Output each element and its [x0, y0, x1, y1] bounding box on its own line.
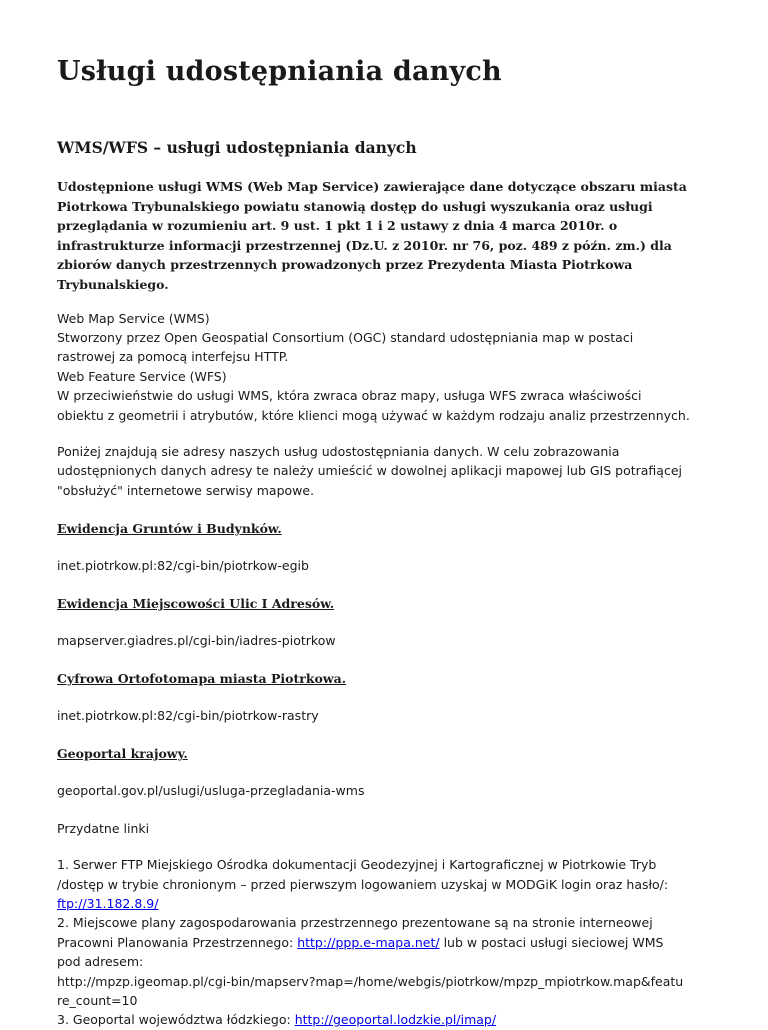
definitions-paragraph	[57, 309, 717, 425]
definition-line: W przeciwieństwie do usługi WMS, która zwraca obraz mapy, usługa WFS zwraca właściwości	[57, 388, 642, 404]
geoportal-link[interactable]: http://geoportal.lodzkie.pl/imap/	[294, 1012, 497, 1028]
link-item-1-line: /dostęp w trybie chronionym – przed pierwszym logowaniem uzyskaj w MODGiK login oraz hasło/:	[57, 876, 669, 892]
useful-links-label: Przydatne linki	[57, 821, 150, 837]
ppp-link[interactable]: http://ppp.e-mapa.net/	[297, 934, 440, 950]
link-item-2-line: 2. Miejscowe plany zagospodarowania przestrzennego prezentowane są na stronie interneowej	[57, 915, 653, 931]
service-heading-ortofotomapa[interactable]: Cyfrowa Ortofotomapa miasta Piotrkowa.	[57, 671, 347, 687]
addresses-line: "obsłużyć" internetowe serwisy mapowe.	[57, 482, 315, 498]
service-url-egib: inet.piotrkow.pl:82/cgi-bin/piotrkow-egib	[57, 558, 309, 574]
service-heading-emuia[interactable]: Ewidencja Miejscowości Ulic I Adresów.	[57, 596, 335, 612]
link-item-2-suffix: lub w postaci usługi sieciowej WMS	[439, 934, 664, 950]
intro-line: Piotrkowa Trybunalskiego powiatu stanowią dostęp do usługi wyszukania oraz usługi	[57, 198, 653, 214]
definition-line: Stworzony przez Open Geospatial Consortium (OGC) standard udostępniania map w postaci	[57, 329, 634, 345]
addresses-line: udostępnionych danych adresy te należy umieścić w dowolnej aplikacji mapowej lub GIS potrafiącej	[57, 463, 683, 479]
definition-line: rastrowej za pomocą interfejsu HTTP.	[57, 349, 289, 365]
document-page	[57, 0, 717, 1030]
link-item-2-prefix: Pracowni Planowania Przestrzennego:	[57, 934, 298, 950]
link-item-1-ftp	[57, 894, 717, 913]
intro-line: infrastrukturze informacji przestrzennej (Dz.U. z 2010r. nr 76, poz. 489 z późn. zm.) dla	[57, 237, 672, 253]
intro-line: Trybunalskiego.	[57, 276, 169, 292]
wms-url-line: re_count=10	[57, 993, 138, 1009]
service-url-ortofotomapa: inet.piotrkow.pl:82/cgi-bin/piotrkow-rastry	[57, 708, 319, 724]
useful-links-list	[57, 855, 717, 1030]
service-heading-geoportal[interactable]: Geoportal krajowy.	[57, 746, 188, 762]
ftp-link[interactable]: ftp://31.182.8.9/	[57, 896, 159, 912]
service-url-emuia: mapserver.giadres.pl/cgi-bin/iadres-piotrkow	[57, 633, 336, 649]
definition-line: Web Map Service (WMS)	[57, 310, 210, 326]
intro-paragraph	[57, 177, 717, 295]
link-item-3-line	[57, 1010, 717, 1029]
page-title: Usługi udostępniania danych	[57, 56, 502, 87]
link-item-2-line: pod adresem:	[57, 954, 144, 970]
definition-line: Web Feature Service (WFS)	[57, 368, 227, 384]
wms-url-line: http://mpzp.igeomap.pl/cgi-bin/mapserv?map=/home/webgis/piotrkow/mpzp_mpiotrkow.map&featu	[57, 973, 684, 989]
service-url-geoportal: geoportal.gov.pl/uslugi/usluga-przegladania-wms	[57, 783, 365, 799]
addresses-paragraph	[57, 442, 717, 500]
intro-line: zbiorów danych przestrzennych prowadzonych przez Prezydenta Miasta Piotrkowa	[57, 257, 633, 273]
addresses-line: Poniżej znajdują sie adresy naszych usług udostostępniania danych. W celu zobrazowania	[57, 444, 620, 459]
section-title: WMS/WFS – usługi udostępniania danych	[57, 138, 417, 157]
definition-line: obiektu z geometrii i atrybutów, które klienci mogą używać w każdym rodzaju analiz przestrzennych.	[57, 407, 690, 423]
intro-line: przeglądania w rozumieniu art. 9 ust. 1 pkt 1 i 2 ustawy z dnia 4 marca 2010r. o	[57, 218, 618, 234]
link-item-2-line	[57, 933, 717, 952]
link-item-1-line: 1. Serwer FTP Miejskiego Ośrodka dokumentacji Geodezyjnej i Kartograficznej w Piotrkowie Tryb	[57, 857, 657, 873]
link-item-3-prefix: 3. Geoportal województwa łódzkiego:	[57, 1012, 295, 1028]
intro-line: Udostępnione usługi WMS (Web Map Service) zawierające dane dotyczące obszaru miasta	[57, 179, 687, 194]
service-heading-egib[interactable]: Ewidencja Gruntów i Budynków.	[57, 521, 282, 537]
